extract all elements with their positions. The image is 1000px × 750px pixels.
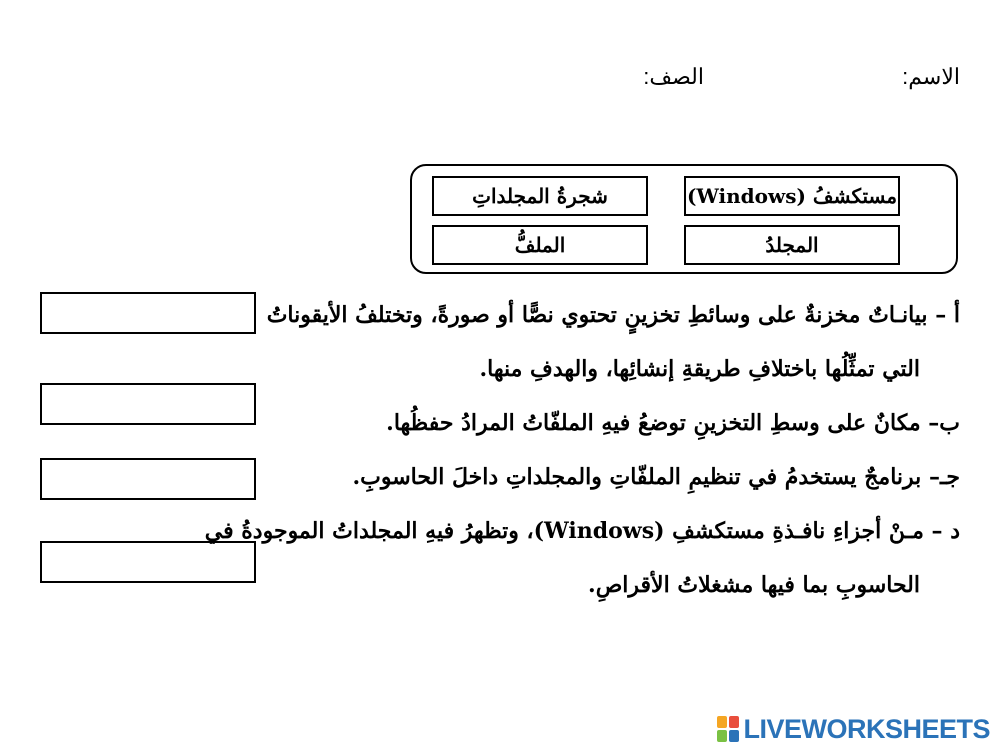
answer-input-c[interactable]	[40, 458, 256, 500]
word-folder: المجلدُ	[684, 225, 900, 265]
logo-text: LIVEWORKSHEETS	[743, 713, 990, 744]
answer-input-d[interactable]	[40, 541, 256, 583]
class-label: الصف:	[643, 64, 704, 89]
question-d-line-2: الحاسوبِ بما فيها مشغلاتُ الأقراصِ.	[588, 572, 920, 598]
logo-square-2	[729, 716, 739, 728]
logo-square-1	[717, 716, 727, 728]
word-folder-tree: شجرةُ المجلداتِ	[432, 176, 648, 216]
question-d-line-1: د – مـنْ أجزاءِ نافـذةِ مستكشفِ (Windows)، وتظهرُ فيهِ المجلداتُ الموجودةُ في	[204, 518, 960, 544]
question-b-line-1: ب– مكانٌ على وسطِ التخزينِ توضعُ فيهِ الملفّاتُ المرادُ حفظُها.	[386, 410, 960, 436]
question-c-line-1: جـ– برنامجٌ يستخدمُ في تنظيمِ الملفّاتِ والمجلداتِ داخلَ الحاسوبِ.	[352, 464, 960, 490]
answer-input-b[interactable]	[40, 383, 256, 425]
word-bank	[410, 164, 958, 274]
word-file: الملفُّ	[432, 225, 648, 265]
logo-icon	[717, 716, 739, 742]
answer-input-a[interactable]	[40, 292, 256, 334]
question-a-line-1: أ – بيانـاتٌ مخزنةٌ على وسائطِ تخزينٍ تحتوي نصًّا أو صورةً، وتختلفُ الأيقوناتُ	[266, 302, 960, 328]
name-label: الاسم:	[902, 64, 960, 89]
logo-square-4	[729, 730, 739, 742]
logo-square-3	[717, 730, 727, 742]
question-a-line-2: التي تمثِّلُها باختلافِ طريقةِ إنشائِها، والهدفِ منها.	[479, 356, 920, 382]
word-windows-explorer: مستكشفُ (Windows)	[684, 176, 900, 216]
liveworksheets-logo	[717, 714, 990, 744]
